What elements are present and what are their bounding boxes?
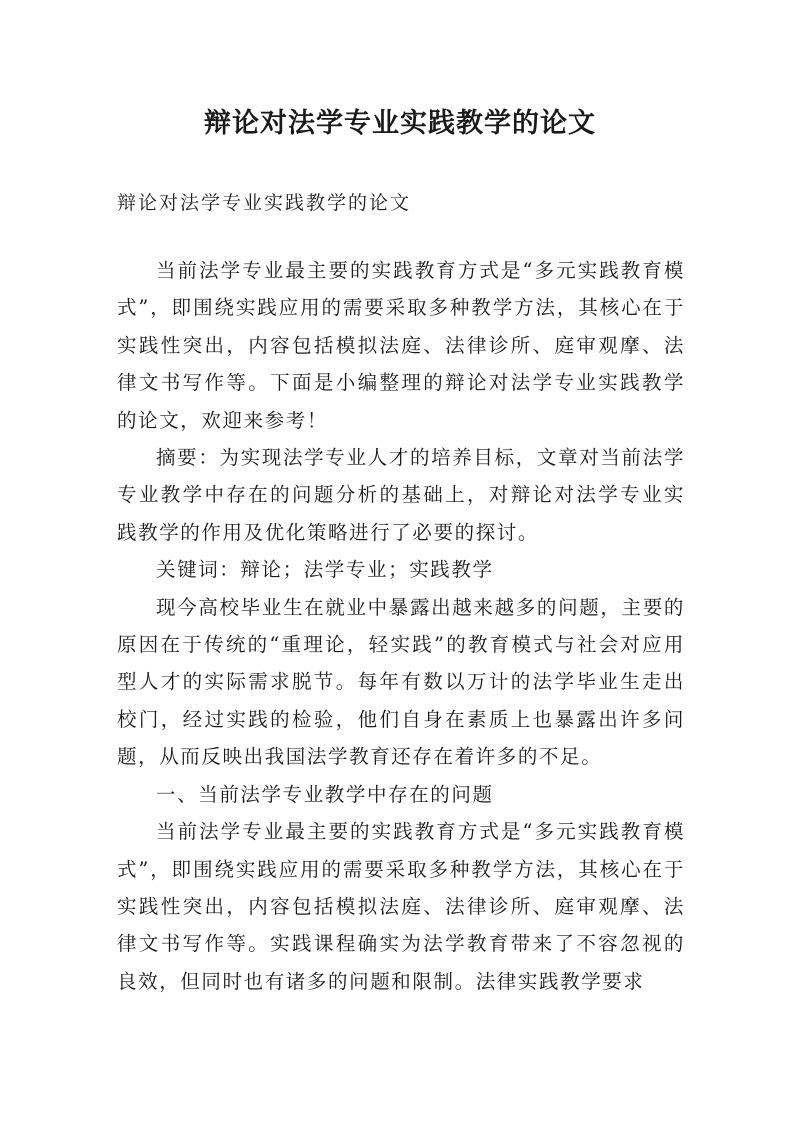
paragraph-intro: 当前法学专业最主要的实践教育方式是“多元实践教育模式”，即围绕实践应用的需要采取多种教学方法，其核心在于实践性突出，内容包括模拟法庭、法律诊所、庭审观摩、法律文书写作等。下面是小编整理的辩论对法学专业实践教学的论文，欢迎来参考！ bbox=[117, 259, 685, 432]
document-subtitle: 辩论对法学专业实践教学的论文 bbox=[117, 192, 412, 214]
document-title: 辩论对法学专业实践教学的论文 bbox=[204, 108, 596, 139]
paragraph-abstract: 摘要：为实现法学专业人才的培养目标，文章对当前法学专业教学中存在的问题分析的基础上，对辩论对法学专业实践教学的作用及优化策略进行了必要的探讨。 bbox=[117, 446, 685, 544]
document-body bbox=[117, 252, 685, 1000]
paragraph-keywords: 关键词：辩论；法学专业；实践教学 bbox=[156, 558, 494, 582]
paragraph-background: 现今高校毕业生在就业中暴露出越来越多的问题，主要的原因在于传统的“重理论，轻实践”的教育模式与社会对应用型人才的实际需求脱节。每年有数以万计的法学毕业生走出校门，经过实践的检验，他们自身在素质上也暴露出许多问题，从而反映出我国法学教育还存在着许多的不足。 bbox=[117, 595, 685, 769]
section-heading-1: 一、当前法学专业教学中存在的问题 bbox=[156, 782, 494, 806]
paragraph-section-1: 当前法学专业最主要的实践教育方式是“多元实践教育模式”，即围绕实践应用的需要采取多种教学方法，其核心在于实践性突出，内容包括模拟法庭、法律诊所、庭审观摩、法律文书写作等。实践课程确实为法学教育带来了不容忽视的良效，但同时也有诸多的问题和限制。法律实践教学要求 bbox=[117, 820, 685, 993]
